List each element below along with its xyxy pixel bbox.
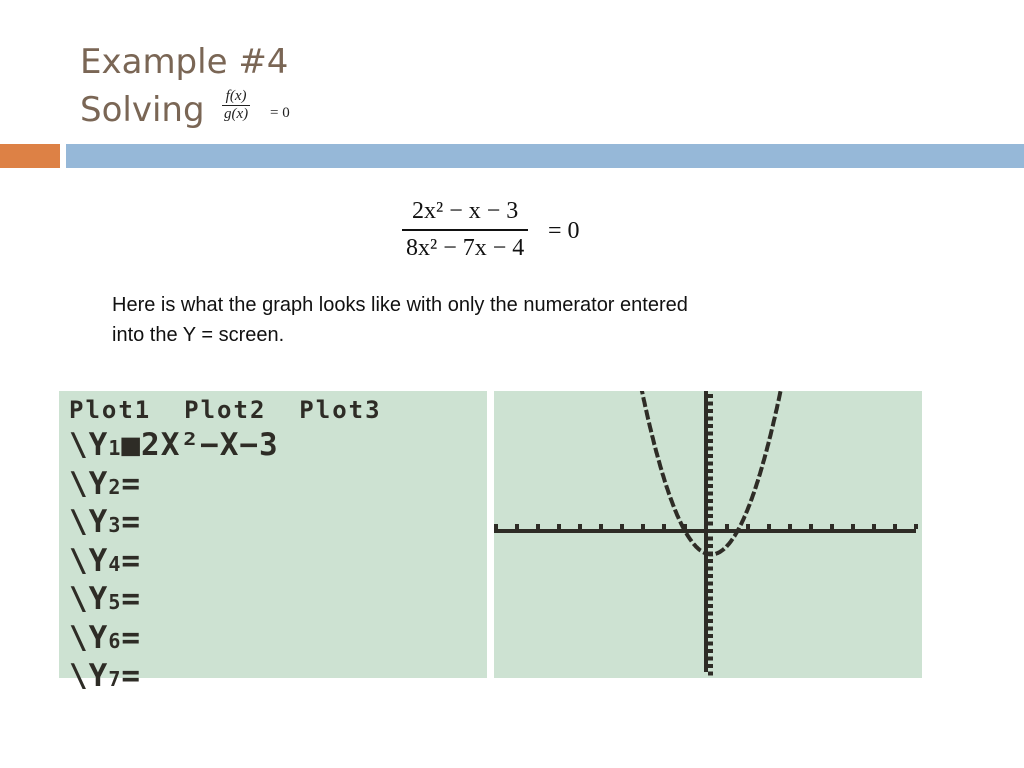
y-row-prefix: \Y: [69, 504, 109, 540]
y-row-prefix: \Y: [69, 542, 109, 579]
y-row-expression: =: [121, 542, 142, 579]
y-tick: [708, 559, 713, 563]
y-row-expression: =: [121, 581, 142, 617]
x-tick: [788, 524, 792, 529]
y-row-7: [69, 659, 382, 698]
y-tick: [708, 649, 713, 653]
x-tick: [557, 524, 561, 529]
y-row-expression: =: [121, 658, 142, 694]
body-paragraph: [112, 290, 872, 350]
y-row-2: [69, 467, 382, 506]
y-tick: [708, 612, 713, 616]
x-tick: [578, 524, 582, 529]
y-tick: [708, 469, 713, 473]
parabola-graph: [494, 391, 922, 678]
y-row-subscript: 7: [108, 667, 122, 691]
y-tick: [708, 634, 713, 638]
y-tick: [708, 657, 713, 661]
y-tick: [708, 589, 713, 593]
main-equation: [402, 198, 580, 262]
y-tick: [708, 544, 713, 548]
y-tick: [708, 492, 713, 496]
y-tick: [708, 537, 713, 541]
y-row-prefix: \Y: [69, 619, 109, 656]
y-row-1: [69, 428, 382, 467]
y-tick: [708, 394, 713, 398]
title-equals-zero: = 0: [270, 105, 290, 121]
title-fraction: [222, 88, 250, 123]
x-tick: [809, 524, 813, 529]
y-row-prefix: \Y: [69, 465, 109, 502]
main-fraction: [402, 198, 528, 262]
y-tick: [708, 642, 713, 646]
y-tick: [708, 597, 713, 601]
x-tick: [641, 524, 645, 529]
y-tick: [708, 522, 713, 526]
body-line-2: into the Y = screen.: [112, 324, 285, 346]
y-row-subscript: 4: [108, 551, 122, 576]
y-tick: [708, 567, 713, 571]
accent-bar-orange: [0, 144, 60, 168]
x-tick: [767, 524, 771, 529]
y-row-expression: =: [121, 504, 142, 540]
y-tick: [708, 454, 713, 458]
x-tick: [851, 524, 855, 529]
x-tick: [620, 524, 624, 529]
y-tick: [708, 507, 713, 511]
y-tick: [708, 664, 713, 668]
x-tick: [725, 524, 729, 529]
y-row-subscript: 2: [108, 474, 122, 499]
y-row-expression: ■2X²−X−3: [121, 427, 279, 463]
y-tick: [708, 514, 713, 518]
title-line-2: Solving: [80, 90, 205, 130]
y-tick: [708, 619, 713, 623]
body-line-1: Here is what the graph looks like with only the numerator entered: [112, 294, 688, 316]
y-row-subscript: 1: [108, 436, 122, 460]
y-tick: [708, 499, 713, 503]
y-row-3: [69, 505, 382, 544]
y-tick: [708, 574, 713, 578]
y-tick: [708, 604, 713, 608]
y-equation-rows: [69, 428, 382, 698]
y-tick: [708, 462, 713, 466]
x-tick: [872, 524, 876, 529]
y-row-prefix: \Y: [69, 581, 109, 617]
main-numerator: 2x² − x − 3: [412, 198, 519, 224]
y-tick: [708, 447, 713, 451]
accent-bar-blue: [66, 144, 1024, 168]
y-row-prefix: \Y: [69, 427, 109, 463]
y-row-subscript: 5: [108, 590, 122, 614]
y-tick: [708, 439, 713, 443]
title-equation: [222, 88, 290, 123]
y-row-expression: =: [121, 465, 142, 502]
y-tick: [708, 484, 713, 488]
y-row-expression: =: [121, 619, 142, 656]
y-tick: [708, 477, 713, 481]
y-tick: [708, 432, 713, 436]
y-row-6: [69, 621, 382, 660]
y-tick: [708, 409, 713, 413]
title-numerator: f(x): [225, 88, 247, 104]
x-tick: [599, 524, 603, 529]
calculator-y-screen: [59, 391, 487, 694]
main-denominator: 8x² − 7x − 4: [406, 234, 525, 261]
y-tick: [708, 417, 713, 421]
y-row-4: [69, 544, 382, 583]
x-tick: [893, 524, 897, 529]
title-denominator: g(x): [224, 106, 249, 122]
y-tick: [708, 672, 713, 676]
y-screen-text: [69, 393, 382, 698]
calculator-graph-screen: [494, 391, 922, 678]
slide-title: [80, 38, 288, 134]
y-tick: [708, 627, 713, 631]
x-tick: [662, 524, 666, 529]
y-row-prefix: \Y: [69, 658, 109, 694]
x-tick: [515, 524, 519, 529]
y-tick: [708, 424, 713, 428]
y-row-subscript: 3: [108, 513, 122, 537]
plot-selector-row: Plot1 Plot2 Plot3: [69, 396, 382, 424]
x-tick: [746, 524, 750, 529]
y-tick: [708, 402, 713, 406]
x-tick: [536, 524, 540, 529]
y-row-subscript: 6: [108, 628, 122, 653]
title-line-1: Example #4: [80, 42, 289, 82]
x-tick: [494, 524, 498, 529]
y-row-5: [69, 582, 382, 621]
x-tick: [830, 524, 834, 529]
main-equals-zero: = 0: [548, 218, 580, 244]
x-tick: [914, 524, 918, 529]
y-tick: [708, 582, 713, 586]
